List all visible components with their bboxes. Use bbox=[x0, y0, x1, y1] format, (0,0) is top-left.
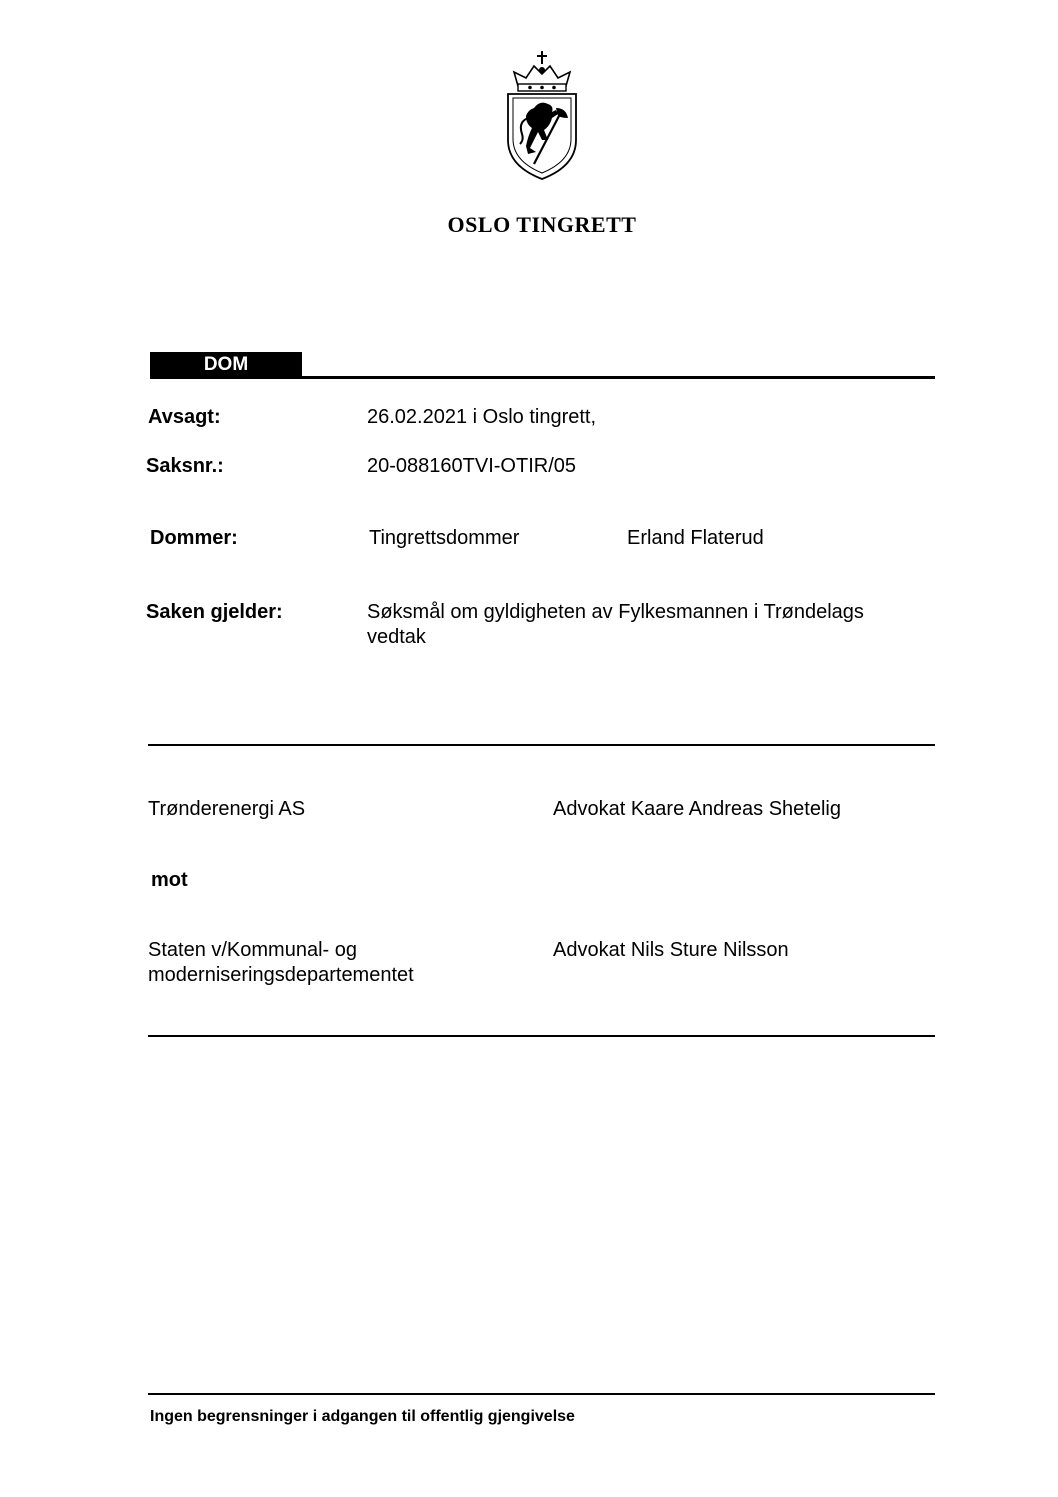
header-rule bbox=[150, 376, 935, 379]
versus-label: mot bbox=[151, 869, 188, 891]
avsagt-value: 26.02.2021 i Oslo tingrett, bbox=[367, 406, 597, 428]
party1-name: Trønderenergi AS bbox=[148, 798, 306, 820]
saken-label: Saken gjelder: bbox=[146, 601, 283, 623]
saksnr-value: 20-088160TVI-OTIR/05 bbox=[367, 455, 576, 477]
dommer-title: Tingrettsdommer bbox=[369, 527, 520, 549]
footer-notice: Ingen begrensninger i adgangen til offentlig gjengivelse bbox=[150, 1408, 575, 1425]
party2-line2: moderniseringsdepartementet bbox=[148, 964, 414, 986]
party1-counsel: Advokat Kaare Andreas Shetelig bbox=[553, 798, 841, 820]
dommer-name: Erland Flaterud bbox=[627, 527, 764, 549]
section-rule-top bbox=[148, 744, 935, 746]
avsagt-label: Avsagt: bbox=[148, 406, 221, 428]
section-rule-bottom bbox=[148, 1035, 935, 1037]
party2-counsel: Advokat Nils Sture Nilsson bbox=[553, 939, 789, 961]
dommer-label: Dommer: bbox=[150, 527, 238, 549]
court-name: OSLO TINGRETT bbox=[447, 212, 637, 237]
document-type-tab: DOM bbox=[150, 352, 302, 378]
footer-rule bbox=[148, 1393, 935, 1395]
coat-of-arms-icon bbox=[500, 48, 584, 183]
party2-line1: Staten v/Kommunal- og bbox=[148, 939, 357, 961]
saken-line2: vedtak bbox=[367, 626, 426, 648]
saken-line1: Søksmål om gyldigheten av Fylkesmannen i Trøndelags bbox=[367, 601, 864, 623]
saksnr-label: Saksnr.: bbox=[146, 455, 224, 477]
